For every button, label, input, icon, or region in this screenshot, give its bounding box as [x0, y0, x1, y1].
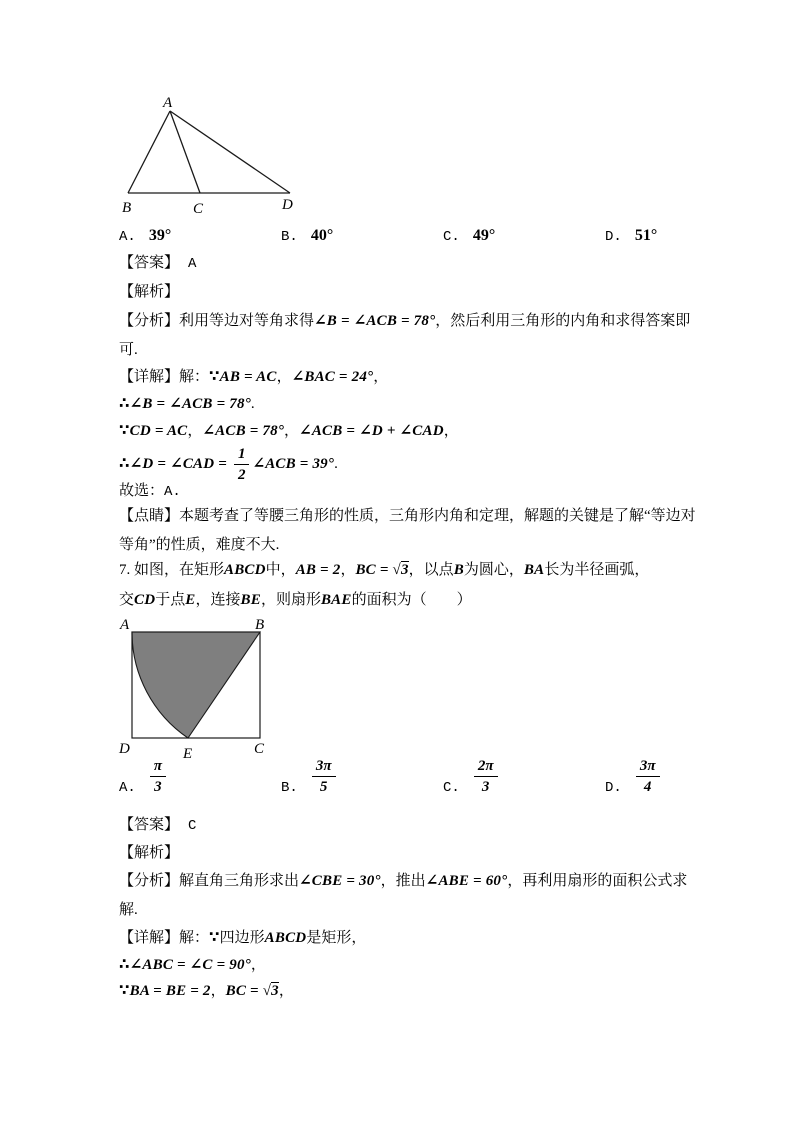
- jiexi-label: 【解析】: [119, 845, 180, 861]
- q6-comment-line-2: 等角”的性质，难度不大.: [119, 537, 280, 553]
- q6-option-d: [605, 227, 657, 245]
- q6-options-row: [119, 227, 739, 251]
- option-value: 39°: [148, 227, 172, 244]
- option-letter: A.: [119, 780, 136, 796]
- q7-answer-line: [119, 815, 196, 837]
- option-letter: C.: [443, 229, 460, 245]
- vertex-label-a: A: [120, 617, 130, 633]
- q6-answer-line: [119, 253, 196, 275]
- vertex-label-d: D: [282, 197, 293, 213]
- shaded-sector-bae: [132, 632, 260, 738]
- option-letter: A.: [119, 229, 136, 245]
- q7-analysis-line-2: 解.: [119, 902, 138, 918]
- q7-solution-line-1: 【详解】解：∵四边形ABCD是矩形，: [119, 930, 367, 946]
- q6-analysis-line-2: 可.: [119, 342, 138, 358]
- q7-options-row: [119, 757, 739, 809]
- option-fraction: $\frac{3\pi}{4}$: [636, 757, 660, 796]
- q7-option-b: [281, 757, 336, 796]
- answer-label: 【答案】: [119, 255, 180, 271]
- option-letter: C.: [443, 780, 460, 796]
- q7-option-a: [119, 757, 166, 796]
- vertex-label-c: C: [193, 201, 204, 215]
- q6-solution-line-2: ∴∠B = ∠ACB = 78°.: [119, 396, 255, 412]
- triangle-side-ad: [170, 111, 290, 193]
- q7-option-d: [605, 757, 660, 796]
- vertex-label-a: A: [163, 95, 173, 111]
- option-letter: D.: [605, 229, 622, 245]
- option-fraction: $\frac{3\pi}{5}$: [312, 757, 336, 796]
- q6-option-a: [119, 227, 171, 245]
- q6-jiexi-line: [119, 282, 179, 303]
- option-fraction: $\frac{\pi}{3}$: [150, 757, 166, 796]
- q7-jiexi-line: [119, 843, 179, 864]
- answer-value: C: [188, 818, 197, 834]
- q6-option-c: [443, 227, 495, 245]
- option-value: 51°: [634, 227, 658, 244]
- q7-stem-line-1: 7. 如图，在矩形ABCD中，AB = 2，BC = √3，以点B为圆心，BA长为半径画弧，: [119, 562, 650, 578]
- vertex-label-d: D: [119, 741, 130, 757]
- q7-option-c: [443, 757, 498, 796]
- vertex-label-c: C: [254, 741, 265, 757]
- triangle-side-ab: [128, 111, 170, 193]
- triangle-cevian-ac: [170, 111, 200, 193]
- triangle-figure: [118, 93, 313, 215]
- q6-option-b: [281, 227, 333, 245]
- vertex-label-b: B: [122, 200, 132, 215]
- rectangle-sector-figure: [118, 616, 283, 764]
- vertex-label-b: B: [255, 617, 265, 633]
- vertex-label-e: E: [183, 746, 193, 762]
- q7-analysis-line-1: 【分析】解直角三角形求出∠CBE = 30°，推出∠ABE = 60°，再利用扇形的面积公式求: [119, 873, 688, 889]
- q6-analysis-line-1: 【分析】利用等边对等角求得∠B = ∠ACB = 78°，然后利用三角形的内角和求得答案即: [119, 313, 691, 329]
- option-letter: D.: [605, 780, 622, 796]
- q6-comment-line-1: 【点睛】本题考查了等腰三角形的性质，三角形内角和定理，解题的关键是了解“等边对: [119, 508, 696, 524]
- q7-solution-line-3: ∵BA = BE = 2，BC = √3，: [119, 983, 294, 999]
- q6-solution-line-5: 故选：A.: [119, 483, 181, 500]
- jiexi-label: 【解析】: [119, 284, 180, 300]
- option-letter: B.: [281, 780, 298, 796]
- q6-solution-line-4: ∴∠D = ∠CAD = $\frac{1}{2}$ ∠ACB = 39°.: [119, 446, 338, 483]
- answer-value: A: [188, 256, 197, 272]
- q7-stem-line-2: 交CD于点E，连接BE，则扇形BAE的面积为（ ）: [119, 592, 472, 608]
- option-fraction: $\frac{2\pi}{3}$: [474, 757, 498, 796]
- option-value: 40°: [310, 227, 334, 244]
- q7-solution-line-2: ∴∠ABC = ∠C = 90°，: [119, 957, 266, 973]
- option-letter: B.: [281, 229, 298, 245]
- answer-label: 【答案】: [119, 817, 180, 833]
- q6-solution-line-3: ∵CD = AC，∠ACB = 78°，∠ACB = ∠D + ∠CAD，: [119, 423, 459, 439]
- option-value: 49°: [472, 227, 496, 244]
- q6-solution-line-1: 【详解】解：∵AB = AC，∠BAC = 24°，: [119, 369, 389, 385]
